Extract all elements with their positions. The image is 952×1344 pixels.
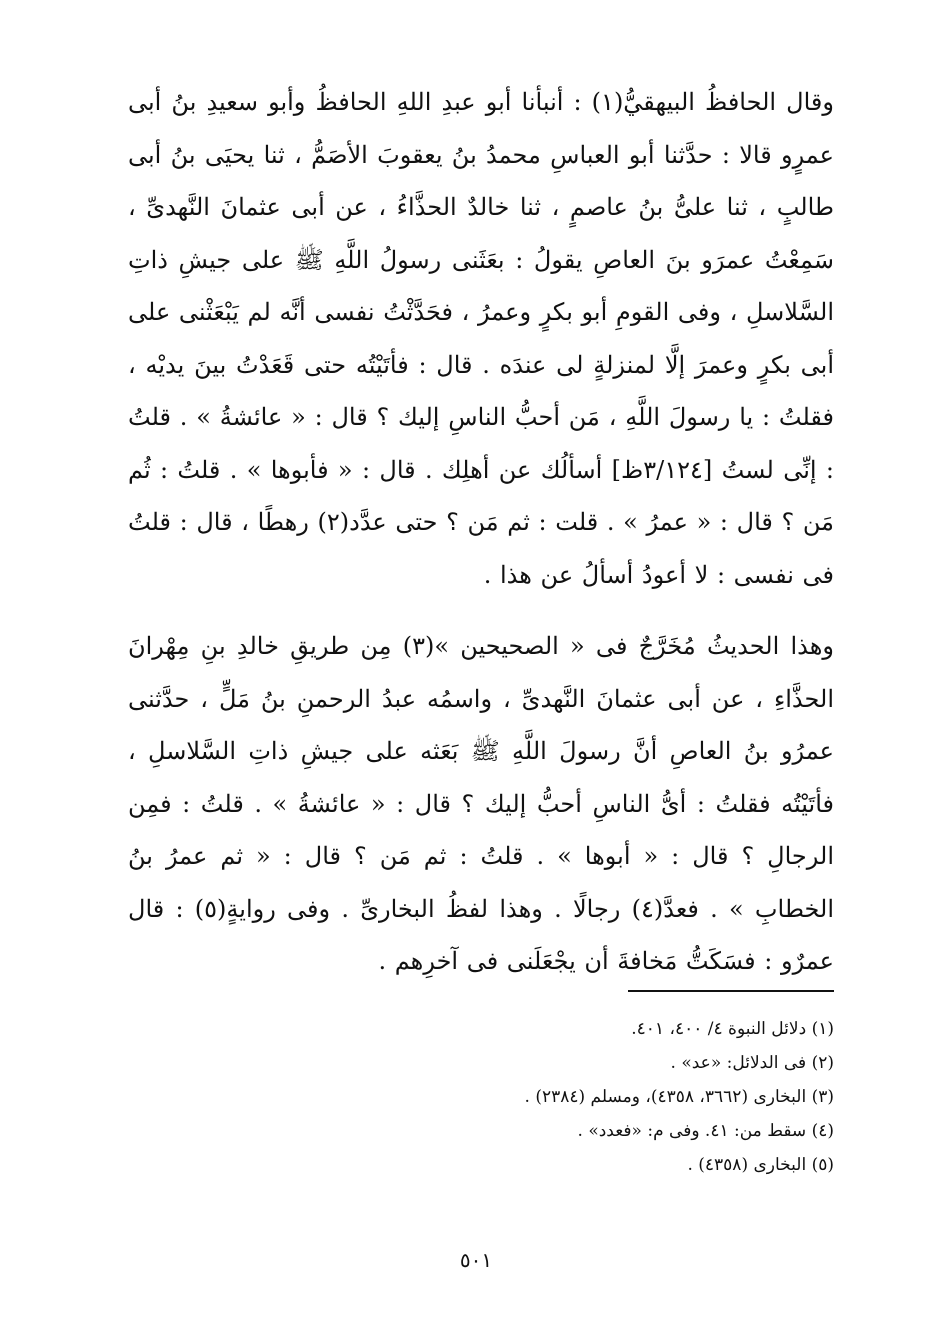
page-number: ٥٠١ xyxy=(459,1248,493,1272)
footnote-2: (٢) فى الدلائل: «عد» . xyxy=(670,1053,834,1073)
main-text xyxy=(128,76,834,988)
footnote-3: (٣) البخارى (٣٦٦٢، ٤٣٥٨)، ومسلم (٢٣٨٤) . xyxy=(524,1087,834,1107)
paragraph-1: وقال الحافظُ البيهقيُّ(١) : أنبأنا أبو عبدِ اللهِ الحافظُ وأبو سعيدِ بنُ أبى عمرٍو قالا : حدَّثنا أبو العباسِ محمدُ بنُ يعقوبَ الأصَمُّ ، ثنا يحيَى بنُ أبى طالبٍ ، ثنا علىُّ بنُ عاصمٍ ، ثنا خالدٌ الحذَّاءُ ، عن أبى عثمانَ النَّهدىِّ ، سَمِعْتُ عمرَو بنَ العاصِ يقولُ : بعَثَنى رسولُ اللَّهِ ﷺ على جيشِ ذاتِ السَّلاسلِ ، وفى القومِ أبو بكرٍ وعمرُ ، فحَدَّثْتُ نفسى أنَّه لم يَبْعَثْنى على أبى بكرٍ وعمرَ إلَّا لمنزلةٍ لى عندَه . قال : فأتَيْتُه حتى قَعَدْتُ بينَ يديْه ، فقلتُ : يا رسولَ اللَّهِ ، مَن أحبُّ الناسِ إليك ؟ قال : « عائشةُ » . قلتُ : إنِّى لستُ [٣/١٢٤ظ] أسألُك عن أهلِك . قال : « فأبوها » . قلتُ : ثُم مَن ؟ قال : « عمرُ » . قلت : ثم مَن ؟ حتى عدَّد(٢) رهطًا ، قال : قلتُ فى نفسى : لا أعودُ أسألُ عن هذا . xyxy=(128,88,835,589)
footnotes-list xyxy=(128,1012,834,1182)
paragraph-2: وهذا الحديثُ مُخَرَّجٌ فى « الصحيحين »(٣) مِن طريقِ خالدِ بنِ مِهْرانَ الحذَّاءِ ، عن أبى عثمانَ النَّهدىِّ ، واسمُه عبدُ الرحمنِ بنُ مَلٍّ ، حدَّثنى عمرُو بنُ العاصِ أنَّ رسولَ اللَّهِ ﷺ بَعَثه على جيشِ ذاتِ السَّلاسلِ ، فأتَيْتُه فقلتُ : أىُّ الناسِ أحبُّ إليك ؟ قال : « عائشةُ » . قلتُ : فمِن الرجالِ ؟ قال : « أبوها » . قلتُ : ثم مَن ؟ قال : « ثم عمرُ بنُ الخطابِ » . فعدَّ(٤) رجالًا . وهذا لفظُ البخارىِّ . وفى روايةٍ(٥) : قال عمرٌو : فسَكَتُّ مَخافةَ أن يجْعَلَنى فى آخرِهم . xyxy=(128,632,835,975)
footnote-1: (١) دلائل النبوة ٤/ ٤٠٠، ٤٠١. xyxy=(631,1019,834,1039)
footnote-4: (٤) سقط من: ٤١. وفى م: «فعدد» . xyxy=(577,1121,834,1141)
footnote-separator xyxy=(628,990,834,992)
footnote-5: (٥) البخارى (٤٣٥٨) . xyxy=(687,1155,834,1175)
